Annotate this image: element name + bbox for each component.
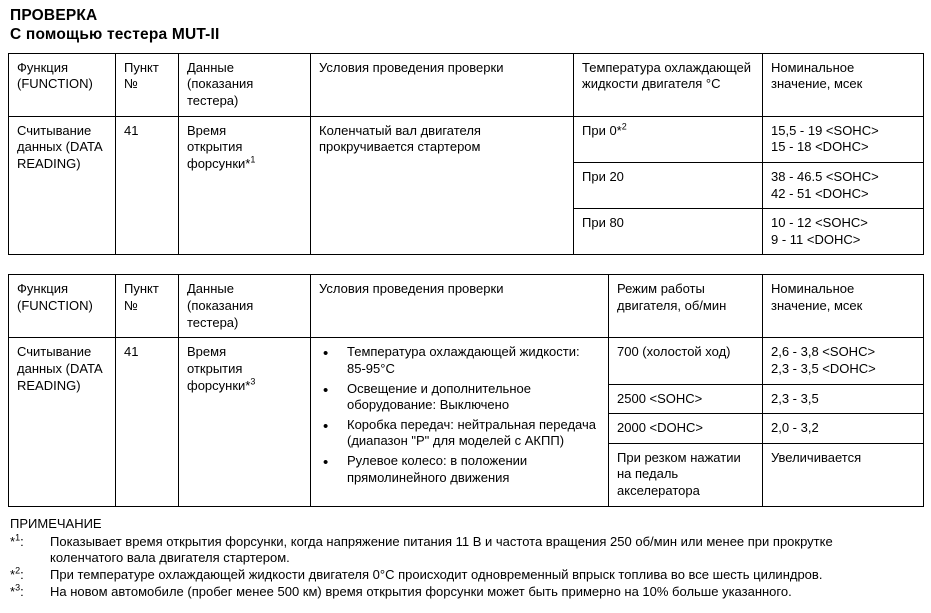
temp-label: При 20 — [582, 168, 624, 184]
header-cell-conditions: Условия проведения проверки — [311, 53, 574, 116]
table-running-check — [8, 274, 924, 506]
header-cell-nominal: Номинальное значение, мсек — [763, 53, 924, 116]
header-cell-item-no: Пункт № — [116, 53, 179, 116]
header-cell-coolant-temp: Температура охлаждающей жидкости двигателя °С — [574, 53, 763, 116]
condition-text: Температура охлаждающей жидкости: 85-95°С — [347, 344, 580, 376]
tester-data-text: Время открытия форсунки* — [187, 344, 251, 393]
footnote-ref-1: 1 — [250, 154, 256, 165]
temp-label: При 0* — [582, 122, 622, 138]
condition-text: Освещение и дополнительное оборудование: Выключено — [347, 380, 531, 413]
nominal-cell — [763, 338, 924, 384]
tester-data-text: Время открытия форсунки* — [187, 122, 251, 171]
nominal-cell — [763, 384, 924, 414]
colon: : — [20, 533, 24, 549]
conditions-cell: Коленчатый вал двигателя прокручивается стартером — [311, 116, 574, 255]
table1-header-row — [9, 53, 924, 116]
page-subtitle: С помощью тестера MUT-II — [10, 25, 220, 43]
conditions-cell — [311, 338, 609, 506]
nominal-line: 38 - 46.5 <SOHC> — [771, 168, 879, 184]
asterisk: * — [10, 533, 16, 549]
nominal-cell — [763, 414, 924, 444]
page-title: ПРОВЕРКА — [10, 7, 98, 24]
notes-section — [10, 516, 923, 601]
note-marker — [10, 567, 50, 584]
note-text: При температуре охлаждающей жидкости двигателя 0°С происходит одновременный впрыск топлива во все шесть цилиндров. — [50, 567, 823, 583]
function-cell: Считывание данных (DATA READING) — [9, 116, 116, 255]
table1-row-temp0 — [9, 116, 924, 162]
coolant-temp-cell — [574, 209, 763, 255]
nominal-line: 2,6 - 3,8 <SOHC> — [771, 344, 876, 360]
engine-mode-cell: 2500 <SOHC> — [609, 384, 763, 414]
note-sup: 2 — [15, 566, 21, 577]
header-cell-function: Функция (FUNCTION) — [9, 53, 116, 116]
nominal-line: 2,3 - 3,5 — [771, 390, 819, 406]
note-text: На новом автомобиле (пробег менее 500 км) время открытия форсунки может быть примерно на 10% больше указанного. — [50, 584, 792, 600]
function-cell: Считывание данных (DATA READING) — [9, 338, 116, 506]
condition-text: Коробка передач: нейтральная передача (диапазон "P" для моделей с АКПП) — [347, 416, 596, 449]
tester-data-cell — [179, 338, 311, 506]
footnote-ref-2: 2 — [621, 121, 627, 132]
note-marker — [10, 584, 50, 601]
colon: : — [20, 567, 24, 583]
table2-row-idle — [9, 338, 924, 384]
asterisk: * — [10, 567, 16, 583]
nominal-cell — [763, 116, 924, 162]
tester-data-cell — [179, 116, 311, 255]
condition-item — [319, 417, 600, 450]
note-item — [10, 567, 923, 584]
header-cell-nominal: Номинальное значение, мсек — [763, 275, 924, 338]
nominal-cell — [763, 209, 924, 255]
header-cell-item-no: Пункт № — [116, 275, 179, 338]
note-text: Показывает время открытия форсунки, когда напряжение питания 11 В и частота вращения 250 об/мин или менее при прокрутке коленчатого вала двигателя стартером. — [50, 533, 833, 566]
nominal-line: Увеличивается — [771, 449, 862, 465]
engine-mode-cell: 2000 <DOHC> — [609, 414, 763, 444]
bullet-icon — [319, 344, 347, 377]
note-sup: 3 — [15, 582, 21, 593]
note-item — [10, 584, 923, 601]
bullet-icon — [319, 381, 347, 414]
header-cell-tester-data: Данные (показания тестера) — [179, 53, 311, 116]
footnote-ref-3: 3 — [250, 376, 256, 387]
coolant-temp-cell — [574, 162, 763, 208]
bullet-icon — [319, 417, 347, 450]
engine-mode-cell: 700 (холостой ход) — [609, 338, 763, 384]
nominal-line: 2,0 - 3,2 — [771, 420, 819, 436]
nominal-line: 15,5 - 19 <SOHC> — [771, 122, 879, 138]
nominal-line: 9 - 11 <DOHC> — [771, 231, 861, 247]
temp-label: При 80 — [582, 215, 624, 231]
condition-item — [319, 344, 600, 377]
title-block — [10, 7, 923, 45]
nominal-cell — [763, 443, 924, 506]
table2-header-row — [9, 275, 924, 338]
nominal-line: 15 - 18 <DOHC> — [771, 139, 869, 155]
nominal-cell — [763, 162, 924, 208]
header-cell-engine-mode: Режим работы двигателя, об/мин — [609, 275, 763, 338]
notes-heading: ПРИМЕЧАНИЕ — [10, 515, 102, 531]
header-cell-conditions: Условия проведения проверки — [311, 275, 609, 338]
nominal-line: 10 - 12 <SOHC> — [771, 215, 868, 231]
note-item — [10, 534, 923, 568]
item-no-cell: 41 — [116, 338, 179, 506]
coolant-temp-cell — [574, 116, 763, 162]
bullet-icon — [319, 453, 347, 486]
table-cranking-check — [8, 53, 924, 256]
header-cell-function: Функция (FUNCTION) — [9, 275, 116, 338]
nominal-line: 42 - 51 <DOHC> — [771, 185, 869, 201]
table-gap — [8, 255, 923, 274]
note-sup: 1 — [15, 532, 21, 543]
nominal-line: 2,3 - 3,5 <DOHC> — [771, 360, 876, 376]
asterisk: * — [10, 584, 16, 600]
colon: : — [20, 584, 24, 600]
engine-mode-cell: При резком нажатии на педаль акселератора — [609, 443, 763, 506]
condition-text: Рулевое колесо: в положении прямолинейного движения — [347, 453, 528, 485]
item-no-cell: 41 — [116, 116, 179, 255]
condition-item — [319, 453, 600, 486]
header-cell-tester-data: Данные (показания тестера) — [179, 275, 311, 338]
condition-item — [319, 381, 600, 414]
note-marker — [10, 534, 50, 568]
